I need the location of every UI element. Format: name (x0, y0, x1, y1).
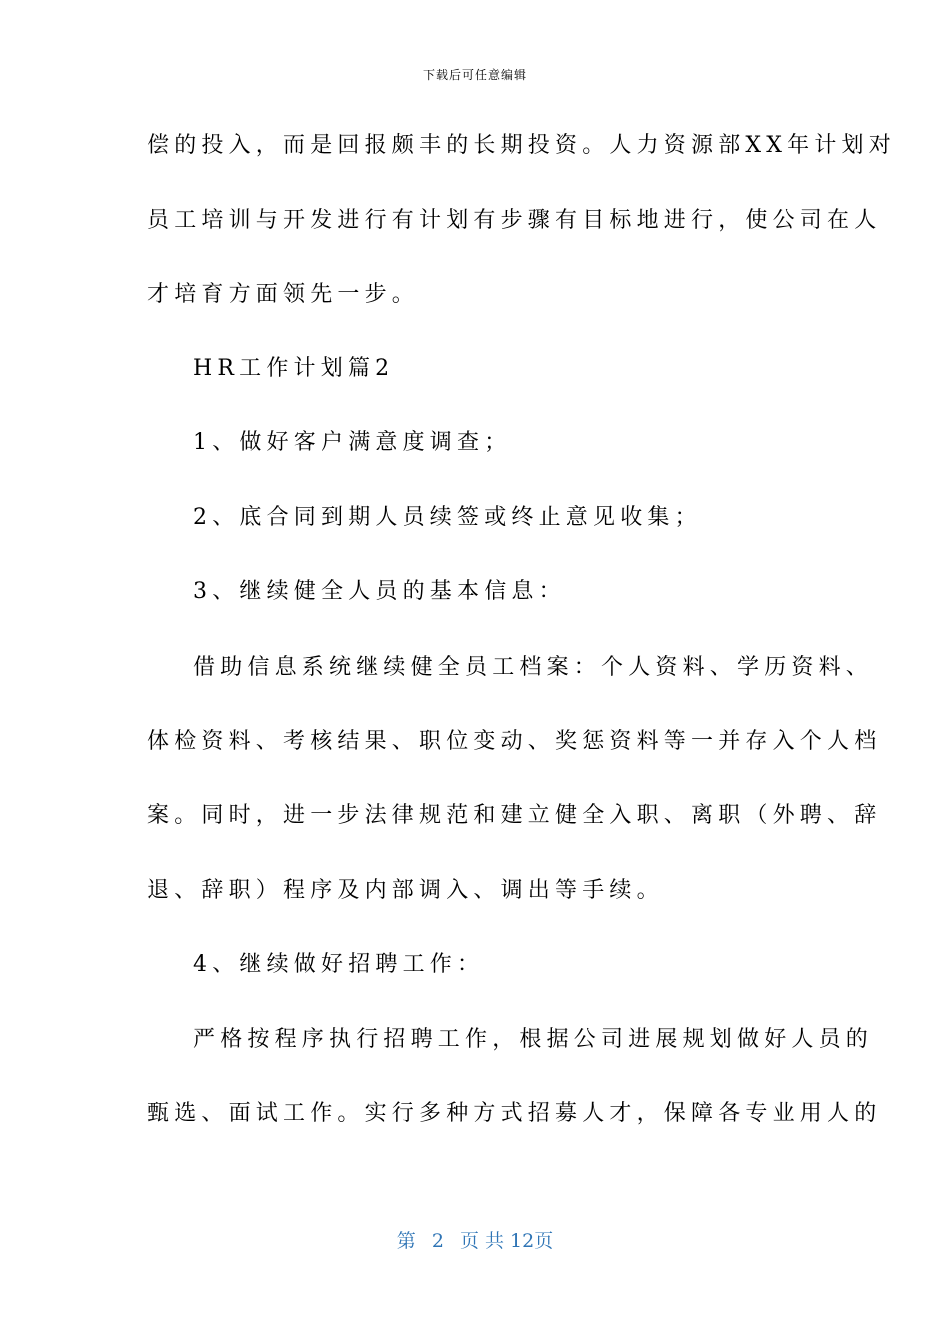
paragraph-line: 体检资料、考核结果、职位变动、奖惩资料等一并存入个人档 (147, 729, 882, 754)
paragraph-line: 员工培训与开发进行有计划有步骤有目标地进行，使公司在人 (147, 208, 882, 233)
paragraph-line: 才培育方面领先一步。 (147, 282, 420, 307)
footer-middle: 页 共 (459, 1230, 504, 1252)
section-heading: HR工作计划篇2 (193, 356, 395, 381)
page-header: 下载后可任意编辑 (422, 68, 527, 82)
paragraph-line: 案。同时，进一步法律规范和建立健全入职、离职（外聘、辞 (147, 803, 882, 828)
footer-suffix: 页 (534, 1230, 554, 1252)
paragraph-line: 退、辞职）程序及内部调入、调出等手续。 (147, 878, 664, 903)
list-item: 4、继续做好招聘工作： (193, 952, 485, 977)
paragraph-line: 借助信息系统继续健全员工档案：个人资料、学历资料、 (193, 655, 874, 680)
list-item: 1、做好客户满意度调查； (193, 430, 512, 455)
list-item: 2、底合同到期人员续签或终止意见收集； (193, 505, 702, 530)
paragraph-line: 严格按程序执行招聘工作，根据公司进展规划做好人员的 (193, 1027, 874, 1052)
paragraph-line: 偿的投入，而是回报颇丰的长期投资。人力资源部XX年计划对 (147, 133, 896, 158)
list-item: 3、继续健全人员的基本信息： (193, 579, 566, 604)
paragraph-line: 甄选、面试工作。实行多种方式招募人才，保障各专业用人的 (147, 1101, 882, 1126)
footer-prefix: 第 (396, 1230, 416, 1252)
page-footer (0, 1226, 950, 1253)
footer-page-number: 2 (431, 1230, 444, 1252)
footer-total-pages: 12 (510, 1230, 535, 1252)
